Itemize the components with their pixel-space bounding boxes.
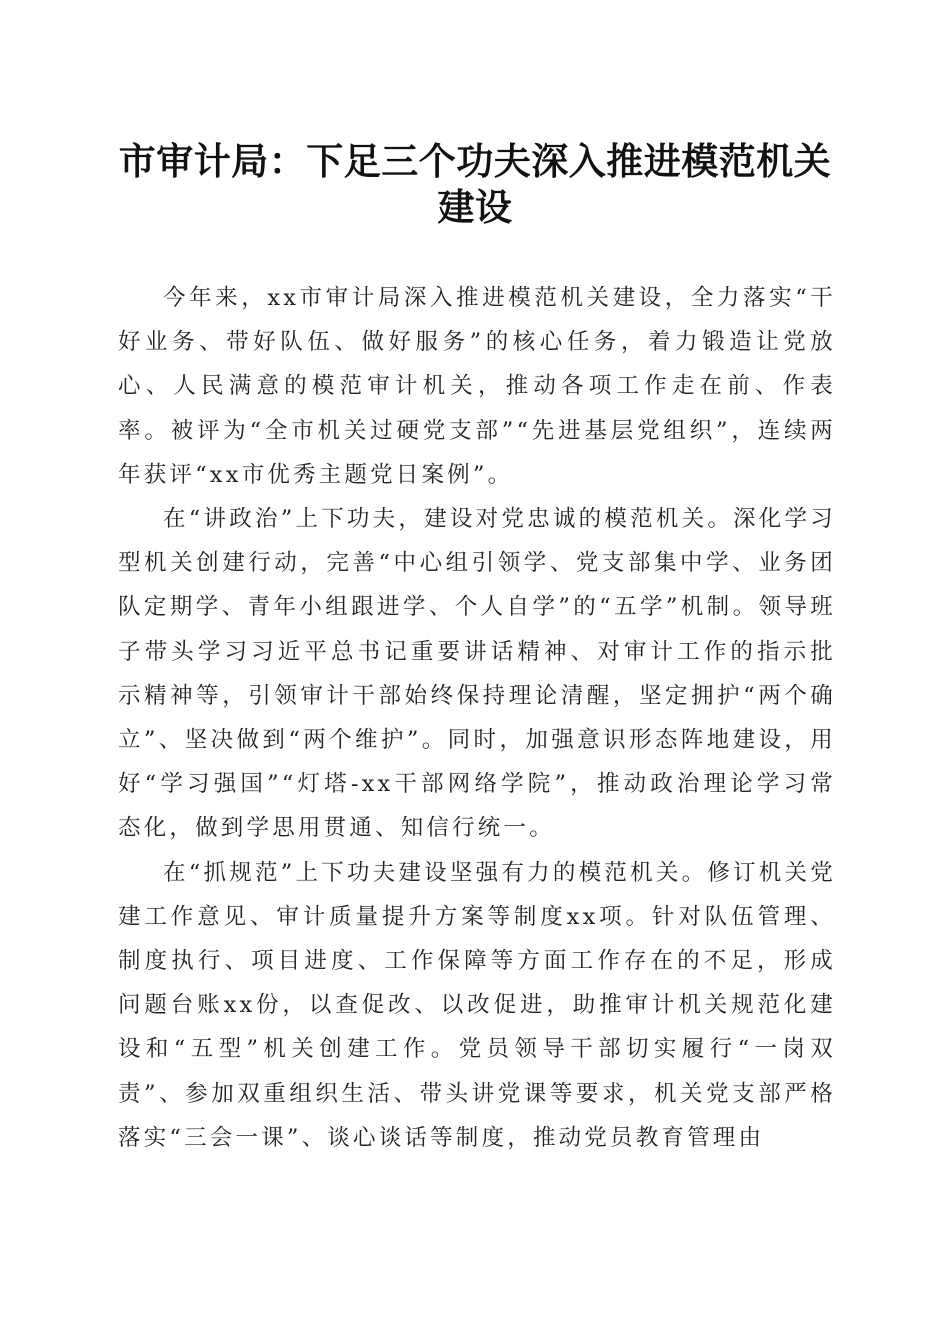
paragraph-intro: 今年来，xx市审计局深入推进模范机关建设，全力落实“干好业务、带好队伍、做好服务”的核心任务，着力锻造让党放心、人民满意的模范审计机关，推动各项工作走在前、作表率。被评为“全市机关过硬党支部”“先进基层党组织”，连续两年获评“xx市优秀主题党日案例”。 <box>118 285 836 488</box>
paragraph-standards: 在“抓规范”上下功夫建设坚强有力的模范机关。修订机关党建工作意见、审计质量提升方案等制度xx项。针对队伍管理、制度执行、项目进度、工作保障等方面工作存在的不足，形成问题台账xx份，以查促改、以改促进，助推审计机关规范化建设和“五型”机关创建工作。党员领导干部切实履行“一岗双责”、参加双重组织生活、带头讲党课等要求，机关党支部严格落实“三会一课”、谈心谈话等制度，推动党员教育管理由 <box>118 859 836 1151</box>
paragraph-politics: 在“讲政治”上下功夫，建设对党忠诚的模范机关。深化学习型机关创建行动，完善“中心组引领学、党支部集中学、业务团队定期学、青年小组跟进学、个人自学”的“五学”机制。领导班子带头学习习近平总书记重要讲话精神、对审计工作的指示批示精神等，引领审计干部始终保持理论清醒，坚定拥护“两个确立”、坚决做到“两个维护”。同时，加强意识形态阵地建设，用好“学习强国”“灯塔-xx干部网络学院”，推动政治理论学习常态化，做到学思用贯通、知信行统一。 <box>118 506 836 842</box>
document-body <box>118 276 836 1160</box>
document-title: 市审计局：下足三个功夫深入推进模范机关建设 <box>118 139 832 229</box>
